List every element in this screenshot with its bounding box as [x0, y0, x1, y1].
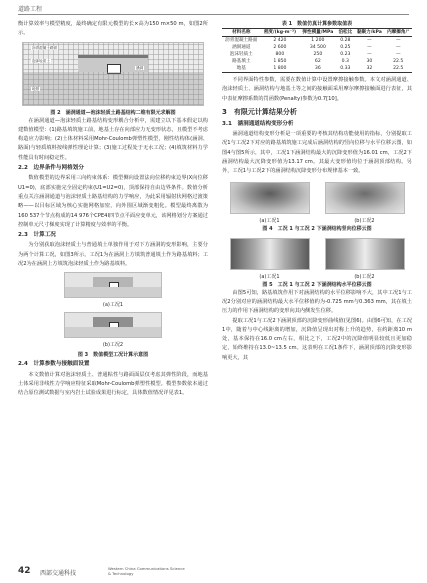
fig3a-label: (a)工况1: [102, 302, 124, 309]
table-cell: 0.28: [340, 38, 351, 43]
fig4b-contour: [325, 182, 405, 214]
fig5b: [325, 235, 405, 281]
fig5b-contour: [325, 238, 405, 270]
fig5b-label: (b)工况2: [354, 273, 375, 280]
section-heading: 2.4 计算参数与接触面设置: [18, 361, 90, 368]
table-cell: 2 420: [273, 38, 287, 43]
figure-2-caption: 图 2 涵洞通道—泡沫轻质土路基结构二维有限元求解图: [50, 109, 176, 116]
fig5a-contour: [230, 238, 310, 270]
journal-name: 西部交通科技: [40, 570, 77, 577]
header-rule: [18, 14, 409, 15]
table-cell: —: [367, 38, 372, 43]
table-cell: 36: [314, 66, 321, 71]
paragraph: 在涵洞通道—泡沫轻质土路基结构变形耦合分析中，需建立以下基本假定以构建数值模型：(1)路基填筑施工前，地基土存在向部应力无变形状态，且模型不考虑构造应力影响；(2)土体材料采用Mohr-Coulomb弹塑性模型，刚性结构体(涵洞、路面)与轻质填料按线弹性理论计算；(3)施工过程处于无水工况；(4)填筑材料力学性能具有时间稳定性。: [18, 117, 208, 161]
table-cell: 沥青混凝土路面: [225, 38, 258, 43]
paragraph: 为分别获取泡沫轻质土与普通填土单独作用于对下方涵洞的变形影响，主要分为两个计算工况，如图3所示。工况1为在涵洞上方填筑普通填土作为路基填料；工况2为在涵洞上方填筑泡沫轻质土作为路基填料。: [18, 242, 208, 268]
table-cell: 800: [275, 52, 285, 57]
table-cell: —: [395, 52, 401, 57]
table-cell: 0.33: [340, 66, 351, 71]
table-1: [222, 28, 412, 73]
fig2-label-pavement: 沥青混凝土路面: [32, 45, 58, 50]
fig3b-ground: [65, 327, 161, 337]
figure-5: [222, 235, 412, 281]
table-header-row: [222, 29, 412, 37]
table-cell: —: [367, 45, 372, 50]
section-heading: 3 有限元计算结果分析: [222, 107, 297, 116]
figure-3-caption: 图 3 数值模型工况计算示意图: [77, 352, 149, 359]
table-cell: 22.5: [393, 59, 404, 64]
table-header-cell: 弹性模量/MPa: [302, 30, 334, 35]
fig4a-contour: [230, 182, 310, 214]
paragraph: 数值模型的边界采用三向约束体系：模型侧向设置法向位移约束边界(X向位移 U1=0)，底部实施完全固定约束(U1=U2=0)，顶部保持自由边界条件。数值分析重点关注涵洞通道与泡沫轻质土路基结构的力学响应，为此采用辐射状网格过渡策略——以目标区域为核心实施网格加密，向外围区域渐变粗化。模型最终离散为160 537个节点构成的14 976个CPE4I四节点平面应变单元，该网格划分方案通过控制单元尺寸梯度实现了计算精度与效率的平衡。: [18, 175, 208, 228]
table-row: [222, 58, 412, 65]
table-header-cell: 内摩擦角/°: [387, 30, 410, 35]
figure-5-caption: 图 5 工况 1 与工况 2 下涵洞结构水平位移云图: [262, 281, 372, 288]
fig3b-image: [64, 312, 162, 338]
table-cell: 地基: [236, 66, 246, 71]
figure-4: [222, 179, 412, 225]
table-cell: 30: [366, 59, 373, 64]
page-number: 42: [18, 566, 31, 576]
table-header-cell: 泊松比: [338, 30, 353, 35]
journal-name-en: Western China Communications Science & Technology: [108, 566, 185, 576]
table-cell: 0.23: [340, 52, 351, 57]
figure-3: [63, 272, 163, 349]
page-header: 道路工程: [18, 6, 43, 13]
table-cell: 1 850: [273, 59, 287, 64]
table-cell: 1 800: [273, 66, 287, 71]
fig3b-label: (b)工况2: [102, 342, 124, 349]
table-cell: 泡沫轻质土: [229, 52, 253, 57]
fig2-label-culvert: 涵洞: [136, 65, 144, 70]
paragraph: 提取工况1与工况2下涵洞顶部的沉降变形曲线值(见图6)。由图6可知，在工况1中，随着与中心线距离的增加，沉降值呈现出对称上升的趋势，在约距离10 m处，基本保持在16.0 cm左右，相比之下，工况2中的沉降值明显较低且更加稳定，始终维持在13.0~13.5 cm。这表明在工况1条件下，涵洞顶部的沉降变形影响更大，其: [222, 317, 412, 361]
table-cell: 250: [313, 52, 323, 57]
fig5a-label: (a)工况1: [259, 273, 280, 280]
fig4b: [325, 179, 405, 225]
table-cell: 2 600: [273, 45, 287, 50]
table-cell: 1 200: [311, 38, 325, 43]
paragraph: 不同界面特性参数，需要在数值计算中设置摩擦接触参数。本文对涵洞通道、泡沫轻质土、涵洞结构与地基土等之间的接触面采用摩尔摩擦接触面进行表征，其中表征摩擦系数的罚函数(Penalty)参数为0.7[10]。: [222, 77, 412, 102]
fig2-label-foundation: 地基: [32, 86, 40, 91]
table-cell: —: [367, 52, 372, 57]
fig2-label-foam: 泡沫轻质土: [32, 58, 50, 63]
table-1-title: 表 1 数值仿真计算参数取值表: [281, 21, 353, 27]
table-cell: —: [395, 45, 401, 50]
right-column: [222, 20, 412, 363]
fig4b-label: (b)工况2: [354, 217, 375, 224]
paragraph: 涵洞通道结构变形分析是一项重要的考核其结构功能使用的指标，分别提取工况1与工况2下对应的路基填筑施工完成后涵洞结构的竖向位移与水平位移云图，如图4与图5所示，其中，工况1下涵洞结构最大的沉降变形值为16.01 cm，工况2下涵洞结构最大沉降变形值为13.17 cm。其最大变形值均位于涵洞顶部结构。另外，工况1与工况2下的涵洞结构沉降变形分布规律基本一致。: [222, 131, 412, 175]
fig3a-image: [64, 272, 162, 298]
fig3a-ground: [65, 287, 161, 297]
figure-4-caption: 图 4 工况 1 与工况 2 下涵洞结构竖向位移云图: [262, 225, 372, 232]
figure-2: [22, 42, 204, 106]
table-cell: 62: [314, 59, 321, 64]
paragraph: 本文数值计算对泡沫轻质土、普通粘性与路面面层仅考虑其弹性阶段，而地基土体采用非线性力学响应特征采取Mohr-Coulomb弹塑性模型。模型参数依本通过结合原位测试数据与室内岩土试验成果进行标定，具体数值情况详见表1。: [18, 371, 208, 397]
table-row: [222, 37, 412, 45]
fig5a: [230, 235, 310, 281]
table-header-cell: 黏聚力/kPa: [356, 30, 382, 35]
paragraph: 由图5可知，路基填筑作用下对涵洞结构的水平位移影响不大，其中工况1与工况2分别对应的涵洞结构最大水平位移值约为-0.725 mm与0.363 mm，其在填土压力的作用下涵洞结构的变形向其内侧发生位移。: [222, 289, 412, 315]
section-heading: 3.1 涵洞通道结构变形分析: [222, 120, 294, 127]
fig4a-label: (a)工况1: [259, 217, 280, 224]
section-heading: 2.2 边界条件与网格划分: [18, 165, 84, 172]
table-cell: 0.3: [341, 59, 349, 64]
table-row: [222, 44, 412, 51]
table-cell: —: [395, 38, 401, 43]
table-cell: 22.5: [393, 66, 404, 71]
table-header-cell: 密度/(kg·m⁻³): [263, 30, 297, 35]
table-cell: 路基填土: [232, 59, 251, 64]
table-cell: 0.25: [340, 45, 351, 50]
fig4a: [230, 179, 310, 225]
table-row: [222, 65, 412, 73]
paragraph: 衡计算效率与模型精度，最终确定有限元模型的长×高为150 m×50 m，如图2所示。: [18, 21, 208, 37]
table-cell: 32: [366, 66, 373, 71]
left-column: [18, 20, 208, 399]
table-header-cell: 材料名称: [232, 30, 251, 35]
section-heading: 2.3 计算工况: [18, 232, 56, 239]
fig2-foundation: [23, 72, 203, 105]
table-row: [222, 51, 412, 58]
table-cell: 涵洞通道: [232, 45, 251, 50]
table-cell: 34 500: [309, 45, 326, 50]
